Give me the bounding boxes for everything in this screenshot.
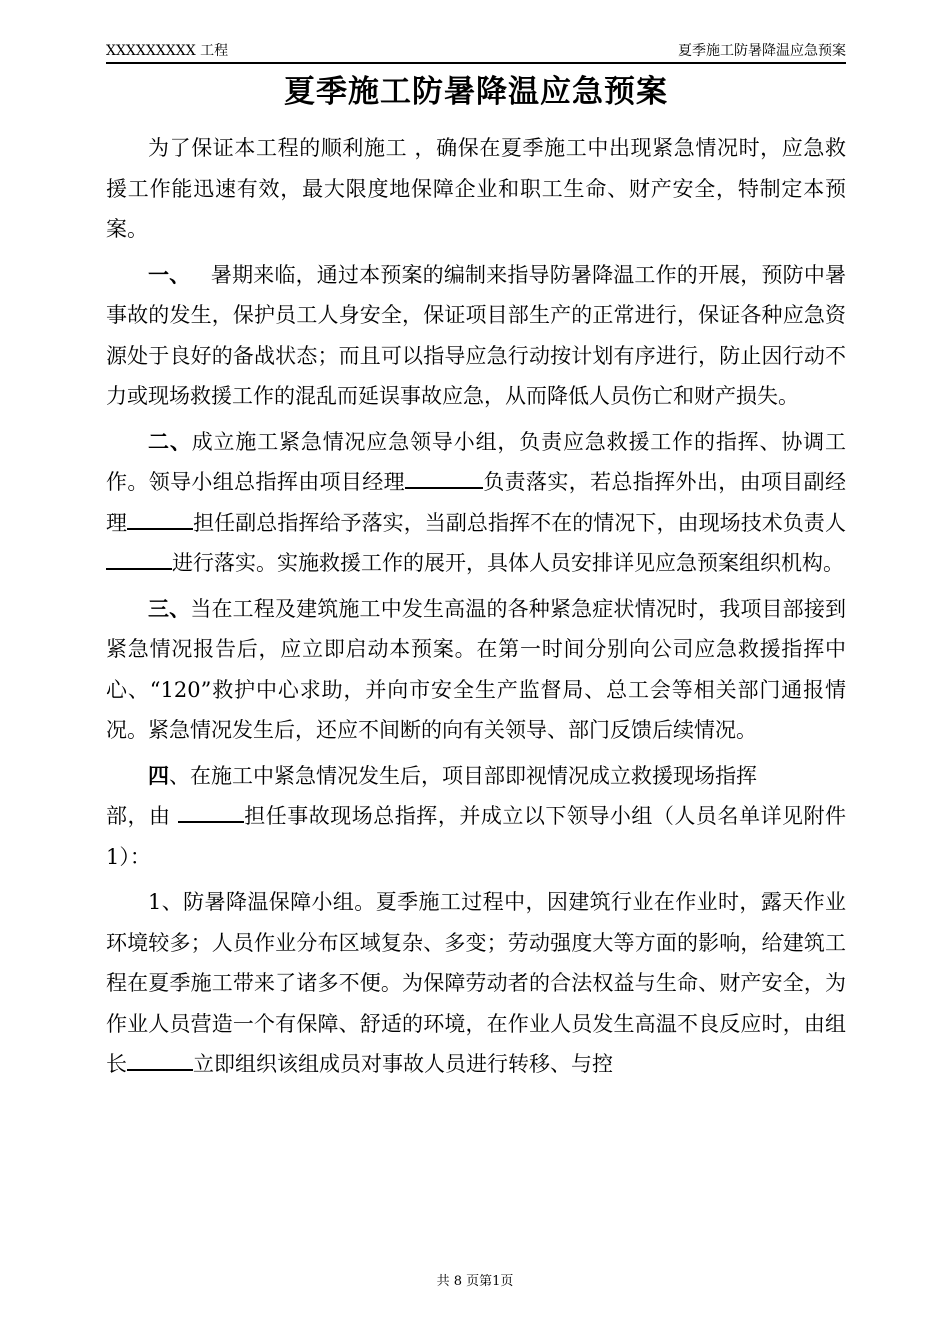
section-4-text-c: 担任事故现场总指挥，并成立以下领导小组（人员名单详见附件 1）： [106, 804, 846, 869]
project-manager-blank [405, 467, 483, 489]
section-5-paragraph [106, 882, 846, 1085]
section-4-text-b: 部，由 [106, 804, 178, 828]
section-3-paragraph [106, 589, 846, 751]
document-body [106, 128, 846, 1085]
header-project-name: XXXXXXXXX 工程 [106, 43, 229, 59]
section-4-text-a: 、在施工中紧急情况发生后，项目部即视情况成立救援现场指挥 [169, 763, 757, 788]
section-1-text: 暑期来临，通过本预案的编制来指导防暑降温工作的开展，预防中暑事故的发生，保护员工人身安全，保证项目部生产的正常进行，保证各种应急资源处于良好的备战状态；而且可以指导应急行动按计划有序进行，防止因行动不力或现场救援工作的混乱而延误事故应急，从而降低人员伤亡和财产损失。 [106, 262, 847, 408]
section-1-heading: 一、 [148, 261, 191, 287]
deputy-manager-blank [127, 508, 193, 530]
page-footer: 共 8 页第1页 [436, 1274, 514, 1289]
header-rule [106, 63, 846, 64]
header-document-name: 夏季施工防暑降温应急预案 [678, 43, 846, 59]
section-1-paragraph [106, 255, 846, 417]
section-2-paragraph [106, 422, 846, 584]
group-leader-blank [127, 1049, 193, 1071]
section-2-heading: 二、 [148, 428, 192, 454]
section-2-text-c: 担任副总指挥给予落实，当副总指挥不在的情况下，由现场技术负责人 [193, 510, 846, 535]
section-2-text-d: 进行落实。实施救援工作的展开，具体人员安排详见应急预案组织机构。 [172, 551, 844, 575]
section-2-text-b: 负责落实，若总指挥外出，由项目副经理 [106, 470, 846, 535]
document-title: 夏季施工防暑降温应急预案 [284, 74, 668, 110]
intro-paragraph: 为了保证本工程的顺利施工 ，确保在夏季施工中出现紧急情况时，应急救援工作能迅速有效，最大限度地保障企业和职工生命、财产安全，特制定本预案。 [106, 136, 846, 241]
section-4-paragraph [106, 756, 846, 878]
section-2-text-a: 成立施工紧急情况应急领导小组，负责应急救援工作的指挥、协调工作。领导小组总指挥由项目经理 [106, 429, 847, 494]
section-3-heading: 三、 [148, 595, 191, 621]
page-header [106, 40, 846, 64]
section-3-text: 当在工程及建筑施工中发生高温的各种紧急症状情况时，我项目部接到紧急情况报告后，应立即启动本预案。在第一时间分别向公司应急救援指挥中心、“120”救护中心求助，并向市安全生产监督局、总工会等相关部门通报情况。紧急情况发生后，还应不间断的向有关领导、部门反馈后续情况。 [106, 596, 846, 742]
site-commander-blank [178, 801, 244, 823]
section-4-heading: 四 [148, 762, 169, 788]
technical-lead-blank [106, 548, 172, 570]
section-5-text-b: 立即组织该组成员对事故人员进行转移、与控 [193, 1052, 613, 1076]
section-5-text-a: 1、防暑降温保障小组。夏季施工过程中，因建筑行业在作业时，露天作业环境较多；人员作业分布区域复杂、多变；劳动强度大等方面的影响，给建筑工程在夏季施工带来了诸多不便。为保障劳动者的合法权益与生命、财产安全，为作业人员营造一个有保障、舒适的环境，在作业人员发生高温不良反应时，由组长 [106, 890, 846, 1076]
